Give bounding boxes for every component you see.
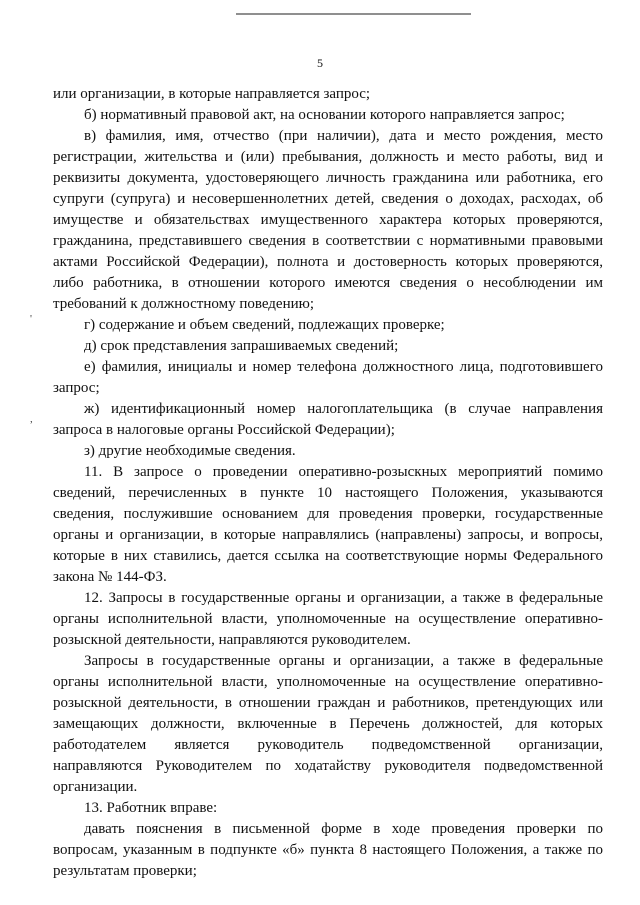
page-number: 5 bbox=[317, 56, 323, 70]
text-line: направляются Руководителем по ходатайству руководителя подведомственной bbox=[53, 758, 603, 774]
text-line: либо работника, в отношении которого имеются сведения о несоблюдении им bbox=[53, 275, 603, 291]
text-line: ж) идентификационный номер налогоплательщика (в случае направления bbox=[84, 401, 603, 417]
text-line: розыскной деятельности, направляются руководителем. bbox=[53, 632, 411, 648]
text-line: давать пояснения в письменной форме в ходе проведения проверки по bbox=[84, 821, 603, 837]
text-line: органы и организации, в которые направлялись (направлены) запросы, и вопросы, bbox=[53, 527, 603, 543]
text-line: закона № 144-ФЗ. bbox=[53, 569, 167, 585]
text-line: или организации, в которые направляется запрос; bbox=[53, 86, 371, 102]
text-line: сведения, послужившие основанием для проведения проверки, государственные bbox=[53, 506, 603, 522]
text-line: замещающих должности, включенные в Перечень должностей, для которых bbox=[53, 716, 603, 732]
text-line: розыскной деятельности, в отношении граждан и работников, претендующих или bbox=[53, 695, 603, 711]
text-line: в) фамилия, имя, отчество (при наличии), дата и место рождения, место bbox=[84, 128, 603, 144]
text-line: сведений, перечисленных в пункте 10 настоящего Положения, указываются bbox=[53, 485, 603, 501]
text-line: 13. Работник вправе: bbox=[84, 800, 218, 816]
text-line: требований к должностному поведению; bbox=[53, 296, 315, 312]
text-line: актами Российской Федерации), полнота и достоверность которых проверяются, bbox=[53, 254, 603, 270]
text-line: работодателем является руководитель подведомственной организации, bbox=[53, 737, 603, 753]
text-line: е) фамилия, инициалы и номер телефона должностного лица, подготовившего bbox=[84, 359, 603, 375]
text-line: з) другие необходимые сведения. bbox=[84, 443, 296, 459]
text-line: 11. В запросе о проведении оперативно-розыскных мероприятий помимо bbox=[84, 464, 603, 480]
text-line: результатам проверки; bbox=[53, 863, 197, 879]
text-line: гражданина, представившего сведения в соответствии с нормативными правовыми bbox=[53, 233, 603, 249]
text-line: вопросам, указанным в подпункте «б» пункта 8 настоящего Положения, а также по bbox=[53, 842, 603, 858]
text-line: регистрации, жительства и (или) пребывания, должность и место работы, вид и bbox=[53, 149, 603, 165]
body-text bbox=[53, 84, 603, 882]
text-line: Запросы в государственные органы и организации, а также в федеральные bbox=[84, 653, 603, 669]
text-line: организации. bbox=[53, 779, 138, 795]
scan-speck: ' bbox=[30, 313, 32, 325]
text-line: органы исполнительной власти, уполномоченные на осуществление оперативно- bbox=[53, 611, 603, 627]
text-line: запроса в налоговые органы Российской Федерации); bbox=[53, 422, 395, 438]
text-line: запрос; bbox=[53, 380, 100, 396]
text-line: которые в них ставились, дается ссылка на соответствующие нормы Федерального bbox=[53, 548, 603, 564]
text-line: реквизиты документа, удостоверяющего личность гражданина или работника, его bbox=[53, 170, 603, 186]
scan-speck: , bbox=[30, 413, 33, 425]
text-line: 12. Запросы в государственные органы и организации, а также в федеральные bbox=[84, 590, 603, 606]
scan-edge-line bbox=[236, 13, 471, 15]
text-line: г) содержание и объем сведений, подлежащих проверке; bbox=[84, 317, 445, 333]
text-line: б) нормативный правовой акт, на основании которого направляется запрос; bbox=[84, 107, 565, 123]
text-line: органы исполнительной власти, уполномоченные на осуществление оперативно- bbox=[53, 674, 603, 690]
text-line: супруги (супруга) и несовершеннолетних детей, сведения о доходах, расходах, об bbox=[53, 191, 603, 207]
text-line: д) срок представления запрашиваемых сведений; bbox=[84, 338, 399, 354]
text-line: имуществе и обязательствах имущественного характера которых проверяются, bbox=[53, 212, 603, 228]
